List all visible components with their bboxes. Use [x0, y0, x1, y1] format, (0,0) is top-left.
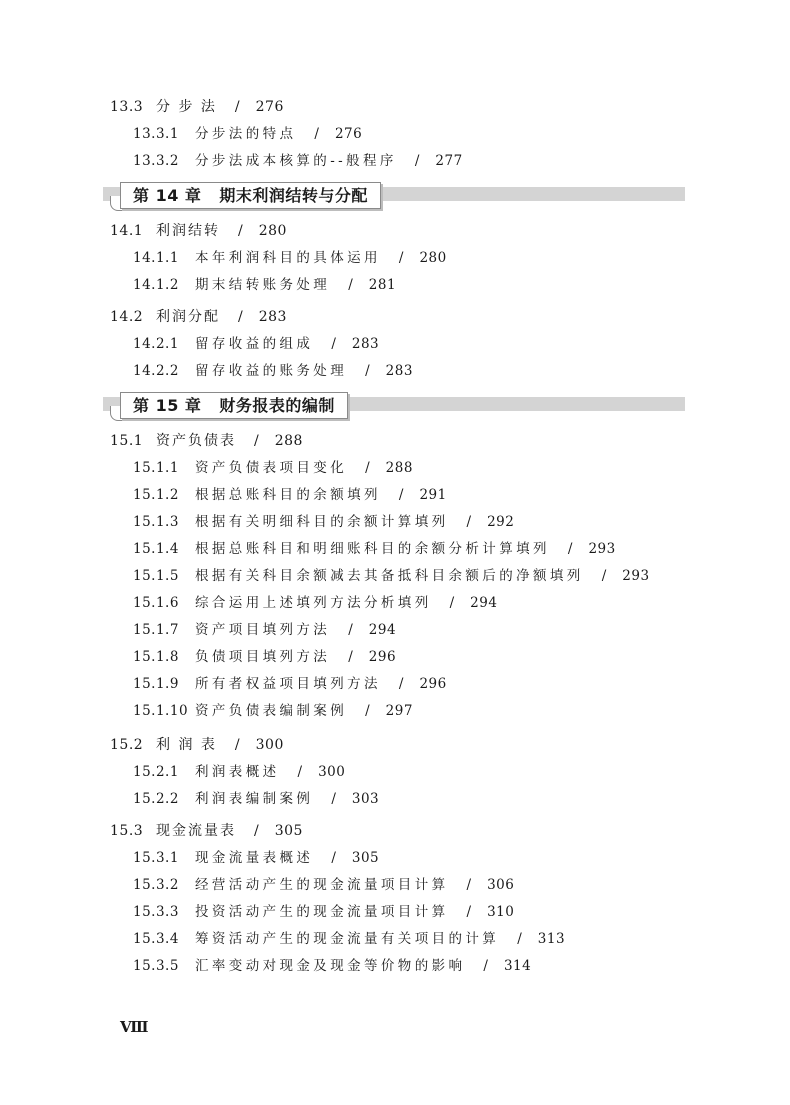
entry-number: 14.2.2 — [133, 363, 179, 379]
entry-page-number: 276 — [255, 99, 284, 115]
entry-title: 利润分配 — [156, 309, 220, 325]
entry-separator: / — [466, 904, 472, 920]
chapter-title: 期末利润结转与分配 — [219, 186, 368, 205]
entry-page-number: 305 — [274, 823, 303, 839]
toc-subsection-entry[interactable] — [133, 513, 514, 531]
entry-separator: / — [331, 791, 336, 807]
toc-subsection-entry[interactable] — [133, 763, 345, 781]
entry-separator: / — [365, 460, 370, 476]
entry-number: 14.1.1 — [133, 250, 179, 266]
entry-separator: / — [466, 514, 472, 530]
entry-title: 综合运用上述填列方法分析填列 — [195, 595, 432, 611]
entry-number: 15.3.4 — [133, 931, 179, 947]
entry-title: 汇率变动对现金及现金等价物的影响 — [195, 958, 466, 974]
toc-subsection-entry[interactable] — [133, 702, 413, 720]
entry-separator: / — [297, 764, 303, 780]
toc-subsection-entry[interactable] — [133, 459, 413, 477]
entry-number: 14.2 — [110, 309, 144, 325]
toc-section-entry[interactable] — [110, 822, 303, 840]
entry-title: 本年利润科目的具体运用 — [195, 250, 381, 266]
entry-title: 所有者权益项目填列方法 — [195, 676, 381, 692]
entry-page-number: 280 — [258, 223, 287, 239]
entry-number: 15.1.10 — [133, 703, 189, 719]
entry-separator: / — [517, 931, 522, 947]
chapter-number: 第 14 章 — [133, 186, 202, 205]
toc-subsection-entry[interactable] — [133, 335, 379, 353]
toc-section-entry[interactable] — [110, 736, 284, 754]
toc-subsection-entry[interactable] — [133, 876, 514, 894]
entry-separator: / — [234, 737, 240, 753]
entry-page-number: 291 — [419, 487, 447, 503]
entry-separator: / — [365, 703, 370, 719]
chapter-title: 财务报表的编制 — [219, 396, 335, 415]
entry-number: 15.1 — [110, 433, 144, 449]
entry-title: 投资活动产生的现金流量项目计算 — [195, 904, 449, 920]
toc-subsection-entry[interactable] — [133, 152, 463, 170]
toc-subsection-entry[interactable] — [133, 903, 514, 921]
entry-page-number: 303 — [351, 791, 380, 807]
entry-separator: / — [254, 433, 259, 449]
entry-separator: / — [331, 850, 336, 866]
page-folio: Ⅷ — [120, 1018, 148, 1036]
entry-title: 留存收益的组成 — [195, 336, 314, 352]
entry-separator: / — [414, 153, 420, 169]
entry-number: 13.3.1 — [133, 126, 179, 142]
entry-page-number: 277 — [435, 153, 463, 169]
toc-subsection-entry[interactable] — [133, 276, 396, 294]
toc-subsection-entry[interactable] — [133, 790, 379, 808]
entry-separator: / — [348, 622, 353, 638]
entry-number: 15.2.2 — [133, 791, 179, 807]
entry-title: 根据有关明细科目的余额计算填列 — [195, 514, 449, 530]
entry-title: 现金流量表 — [156, 823, 236, 839]
entry-title: 根据总账科目和明细账科目的余额分析计算填列 — [195, 541, 550, 557]
toc-subsection-entry[interactable] — [133, 125, 362, 143]
entry-separator: / — [348, 649, 353, 665]
entry-separator: / — [567, 541, 573, 557]
entry-page-number: 300 — [255, 737, 284, 753]
toc-subsection-entry[interactable] — [133, 849, 379, 867]
entry-title: 资产负债表编制案例 — [195, 703, 348, 719]
entry-page-number: 283 — [351, 336, 380, 352]
entry-number: 15.1.6 — [133, 595, 179, 611]
entry-page-number: 296 — [368, 649, 397, 665]
entry-page-number: 280 — [419, 250, 447, 266]
toc-section-entry[interactable] — [110, 432, 303, 450]
entry-title: 分步法的特点 — [195, 126, 297, 142]
entry-title: 利润表编制案例 — [195, 791, 314, 807]
entry-number: 15.1.8 — [133, 649, 179, 665]
entry-page-number: 292 — [487, 514, 515, 530]
entry-page-number: 305 — [351, 850, 380, 866]
entry-number: 15.1.1 — [133, 460, 179, 476]
entry-title: 资产负债表项目变化 — [195, 460, 348, 476]
entry-separator: / — [348, 277, 353, 293]
chapter-number: 第 15 章 — [133, 396, 202, 415]
entry-title: 根据有关科目余额减去其备抵科目余额后的净额填列 — [195, 568, 584, 584]
entry-separator: / — [398, 487, 404, 503]
entry-title: 利 润 表 — [156, 737, 217, 753]
entry-title: 留存收益的账务处理 — [195, 363, 348, 379]
entry-separator: / — [254, 823, 259, 839]
chapter-heading[interactable] — [120, 392, 348, 419]
entry-number: 15.2.1 — [133, 764, 179, 780]
toc-subsection-entry[interactable] — [133, 249, 447, 267]
entry-page-number: 288 — [274, 433, 303, 449]
entry-separator: / — [365, 363, 370, 379]
toc-subsection-entry[interactable] — [133, 594, 497, 612]
entry-separator: / — [238, 223, 243, 239]
entry-page-number: 310 — [487, 904, 515, 920]
toc-subsection-entry[interactable] — [133, 567, 650, 585]
entry-page-number: 276 — [334, 126, 363, 142]
entry-page-number: 296 — [419, 676, 447, 692]
entry-separator: / — [449, 595, 455, 611]
entry-separator: / — [314, 126, 319, 142]
entry-page-number: 300 — [318, 764, 346, 780]
entry-number: 15.3.3 — [133, 904, 179, 920]
entry-page-number: 283 — [258, 309, 287, 325]
entry-title: 利润结转 — [156, 223, 220, 239]
entry-page-number: 306 — [487, 877, 515, 893]
toc-section-entry[interactable] — [110, 222, 287, 240]
entry-page-number: 294 — [470, 595, 498, 611]
entry-separator: / — [238, 309, 243, 325]
entry-separator: / — [234, 99, 240, 115]
entry-number: 14.2.1 — [133, 336, 179, 352]
entry-number: 15.3.5 — [133, 958, 179, 974]
toc-subsection-entry[interactable] — [133, 362, 413, 380]
entry-separator: / — [331, 336, 336, 352]
entry-title: 负债项目填列方法 — [195, 649, 331, 665]
entry-separator: / — [483, 958, 488, 974]
entry-number: 15.1.5 — [133, 568, 179, 584]
entry-number: 13.3 — [110, 99, 144, 115]
entry-number: 14.1 — [110, 223, 144, 239]
entry-title: 分步法成本核算的--般程序 — [195, 153, 397, 169]
entry-title: 现金流量表概述 — [195, 850, 314, 866]
entry-title: 筹资活动产生的现金流量有关项目的计算 — [195, 931, 500, 947]
chapter-heading[interactable] — [120, 182, 381, 209]
entry-number: 15.1.9 — [133, 676, 179, 692]
entry-title: 资产负债表 — [156, 433, 236, 449]
toc-subsection-entry[interactable] — [133, 675, 447, 693]
toc-subsection-entry[interactable] — [133, 621, 396, 639]
entry-number: 15.3 — [110, 823, 144, 839]
entry-separator: / — [398, 676, 404, 692]
entry-page-number: 313 — [537, 931, 566, 947]
entry-title: 利润表概述 — [195, 764, 280, 780]
entry-number: 15.1.2 — [133, 487, 179, 503]
entry-number: 15.3.2 — [133, 877, 179, 893]
toc-subsection-entry[interactable] — [133, 930, 565, 948]
entry-page-number: 314 — [503, 958, 532, 974]
entry-page-number: 281 — [368, 277, 397, 293]
entry-number: 14.1.2 — [133, 277, 179, 293]
entry-number: 15.1.3 — [133, 514, 179, 530]
entry-number: 15.2 — [110, 737, 144, 753]
entry-number: 15.1.7 — [133, 622, 179, 638]
entry-number: 15.1.4 — [133, 541, 179, 557]
entry-page-number: 283 — [385, 363, 413, 379]
entry-page-number: 293 — [588, 541, 616, 557]
toc-subsection-entry[interactable] — [133, 957, 531, 975]
toc-subsection-entry[interactable] — [133, 648, 396, 666]
entry-page-number: 294 — [368, 622, 397, 638]
entry-number: 13.3.2 — [133, 153, 179, 169]
entry-title: 资产项目填列方法 — [195, 622, 331, 638]
toc-subsection-entry[interactable] — [133, 540, 616, 558]
entry-separator: / — [398, 250, 404, 266]
entry-page-number: 288 — [385, 460, 413, 476]
entry-separator: / — [466, 877, 472, 893]
toc-subsection-entry[interactable] — [133, 486, 447, 504]
entry-page-number: 297 — [385, 703, 413, 719]
entry-title: 经营活动产生的现金流量项目计算 — [195, 877, 449, 893]
entry-page-number: 293 — [622, 568, 650, 584]
entry-separator: / — [601, 568, 607, 584]
entry-title: 根据总账科目的余额填列 — [195, 487, 381, 503]
toc-section-entry[interactable] — [110, 308, 287, 326]
entry-title: 期末结转账务处理 — [195, 277, 331, 293]
toc-section-entry[interactable] — [110, 98, 284, 116]
entry-title: 分 步 法 — [156, 99, 217, 115]
entry-number: 15.3.1 — [133, 850, 179, 866]
